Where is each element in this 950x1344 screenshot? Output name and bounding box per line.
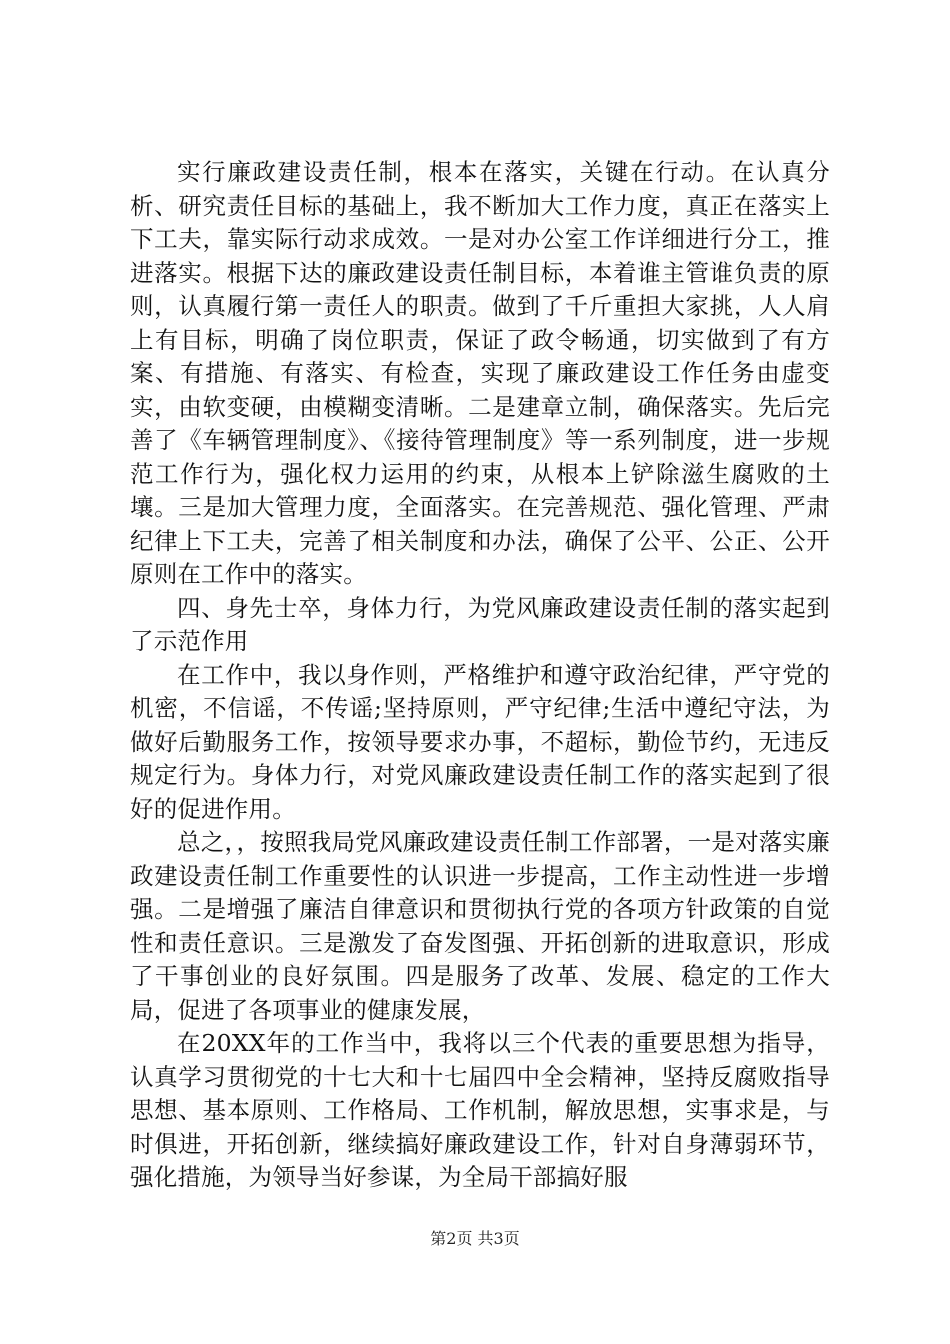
paragraph-responsibility-implementation: 实行廉政建设责任制，根本在落实，关键在行动。在认真分析、研究责任目标的基础上，我不断加大工作力度，真正在落实上下工夫，靠实际行动求成效。一是对办公室工作详细进行分工，推进落实。根据下达的廉政建设责任制目标，本着谁主管谁负责的原则，认真履行第一责任人的职责。做到了千斤重担大家挑，人人肩上有目标，明确了岗位职责，保证了政令畅通，切实做到了有方案、有措施、有落实、有检查，实现了廉政建设工作任务由虚变实，由软变硬，由模糊变清晰。二是建章立制，确保落实。先后完善了《车辆管理制度》、《接待管理制度》等一系列制度，进一步规范工作行为，强化权力运用的约束，从根本上铲除滋生腐败的土壤。三是加大管理力度，全面落实。在完善规范、强化管理、严肃纪律上下工夫，完善了相关制度和办法，确保了公平、公正、公开原则在工作中的落实。 (130, 158, 830, 588)
paragraph-summary: 总之，，按照我局党风廉政建设责任制工作部署，一是对落实廉政建设责任制工作重要性的认识进一步提高，工作主动性进一步增强。二是增强了廉洁自律意识和贯彻执行党的各项方针政策的自觉性和责任意识。三是激发了奋发图强、开拓创新的进取意识，形成了干事创业的良好氛围。四是服务了改革、发展、稳定的工作大局，促进了各项事业的健康发展， (130, 828, 830, 1024)
paragraph-lead-by-example: 在工作中，我以身作则，严格维护和遵守政治纪律，严守党的机密，不信谣，不传谣;坚持原则，严守纪律;生活中遵纪守法，为做好后勤服务工作，按领导要求办事，不超标，勤俭节约，无违反规定行为。身体力行，对党风廉政建设责任制工作的落实起到了很好的促进作用。 (130, 660, 830, 823)
page-footer: 第2页 共3页 (430, 1229, 520, 1248)
document-body (130, 156, 830, 1195)
section-heading-four: 四、身先士卒，身体力行，为党风廉政建设责任制的落实起到了示范作用 (130, 593, 830, 655)
paragraph-future-work: 在20XX年的工作当中，我将以三个代表的重要思想为指导，认真学习贯彻党的十七大和十七届四中全会精神，坚持反腐败指导思想、基本原则、工作格局、工作机制，解放思想，实事求是，与时俱进，开拓创新，继续搞好廉政建设工作，针对自身薄弱环节，强化措施，为领导当好参谋，为全局干部搞好服 (130, 1029, 830, 1191)
